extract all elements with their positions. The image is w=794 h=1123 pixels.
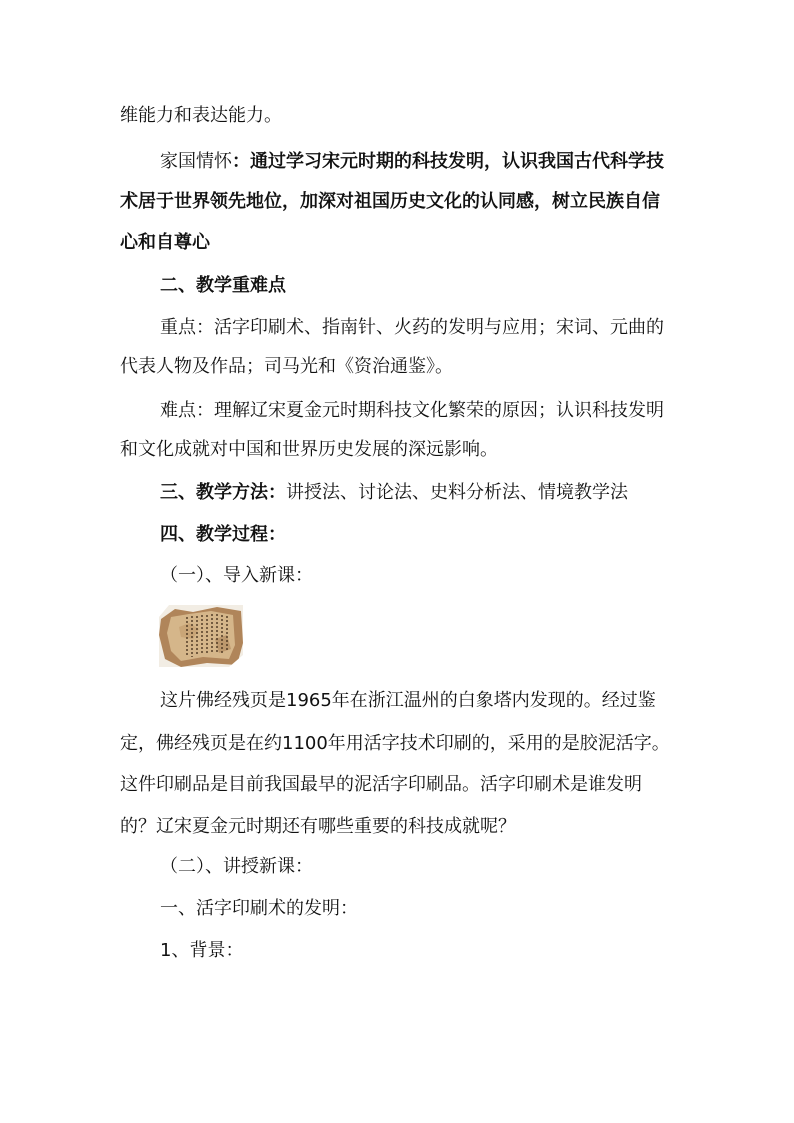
label-separator: ： xyxy=(232,151,250,172)
line-text: （一）、导入新课： xyxy=(160,565,313,586)
line-text: 心和自尊心 xyxy=(120,232,210,253)
section-heading-key-points xyxy=(160,274,286,298)
line-text: 定，佛经残页是在约1100年用活字技术印刷的，采用的是胶泥活字。 xyxy=(120,733,670,754)
paragraph-line-6 xyxy=(160,316,664,340)
heading-text: 二、教学重难点 xyxy=(160,275,286,296)
line-text: 通过学习宋元时期的科技发明，认识我国古代科学技 xyxy=(250,151,664,172)
subheading-movable-type xyxy=(160,897,358,921)
paragraph-line-13 xyxy=(160,689,656,713)
paragraph-line-1 xyxy=(120,104,282,128)
heading-text: 四、教学过程： xyxy=(160,524,286,545)
paragraph-line-8 xyxy=(160,399,664,423)
paragraph-line-7 xyxy=(120,355,453,379)
line-text: 1、背景： xyxy=(160,940,244,961)
section-heading-methods xyxy=(160,481,628,505)
line-text: 这件印刷品是目前我国最早的泥活字印刷品。活字印刷术是谁发明 xyxy=(120,774,642,795)
line-text: 重点：活字印刷术、指南针、火药的发明与应用；宋词、元曲的 xyxy=(160,317,664,338)
patriotism-label: 家国情怀 xyxy=(160,151,232,172)
line-text: 这片佛经残页是1965年在浙江温州的白象塔内发现的。经过鉴 xyxy=(160,690,656,711)
line-text: 的？辽宋夏金元时期还有哪些重要的科技成就呢？ xyxy=(120,816,516,837)
paragraph-line-16 xyxy=(120,815,516,839)
subheading-intro xyxy=(160,564,313,588)
paragraph-line-14 xyxy=(120,732,670,756)
section-heading-process xyxy=(160,523,286,547)
line-text: 难点：理解辽宋夏金元时期科技文化繁荣的原因；认识科技发明 xyxy=(160,400,664,421)
line-text: 一、活字印刷术的发明： xyxy=(160,898,358,919)
heading-text: 讲授法、讨论法、史料分析法、情境教学法 xyxy=(286,482,628,503)
paragraph-line-3 xyxy=(120,190,660,214)
line-text: 维能力和表达能力。 xyxy=(120,105,282,126)
line-text: 代表人物及作品；司马光和《资治通鉴》。 xyxy=(120,356,453,377)
heading-label: 三、教学方法： xyxy=(160,482,286,503)
sutra-fragment-image xyxy=(159,605,243,667)
paragraph-line-9 xyxy=(120,438,498,462)
line-text: 和文化成就对中国和世界历史发展的深远影响。 xyxy=(120,439,498,460)
paragraph-line-4 xyxy=(120,231,210,255)
paragraph-line-2 xyxy=(160,150,664,174)
line-text: （二）、讲授新课： xyxy=(160,856,313,877)
subheading-new-lesson xyxy=(160,855,313,879)
paragraph-line-15 xyxy=(120,773,642,797)
subheading-background xyxy=(160,939,243,963)
line-text: 术居于世界领先地位，加深对祖国历史文化的认同感，树立民族自信 xyxy=(120,191,660,212)
